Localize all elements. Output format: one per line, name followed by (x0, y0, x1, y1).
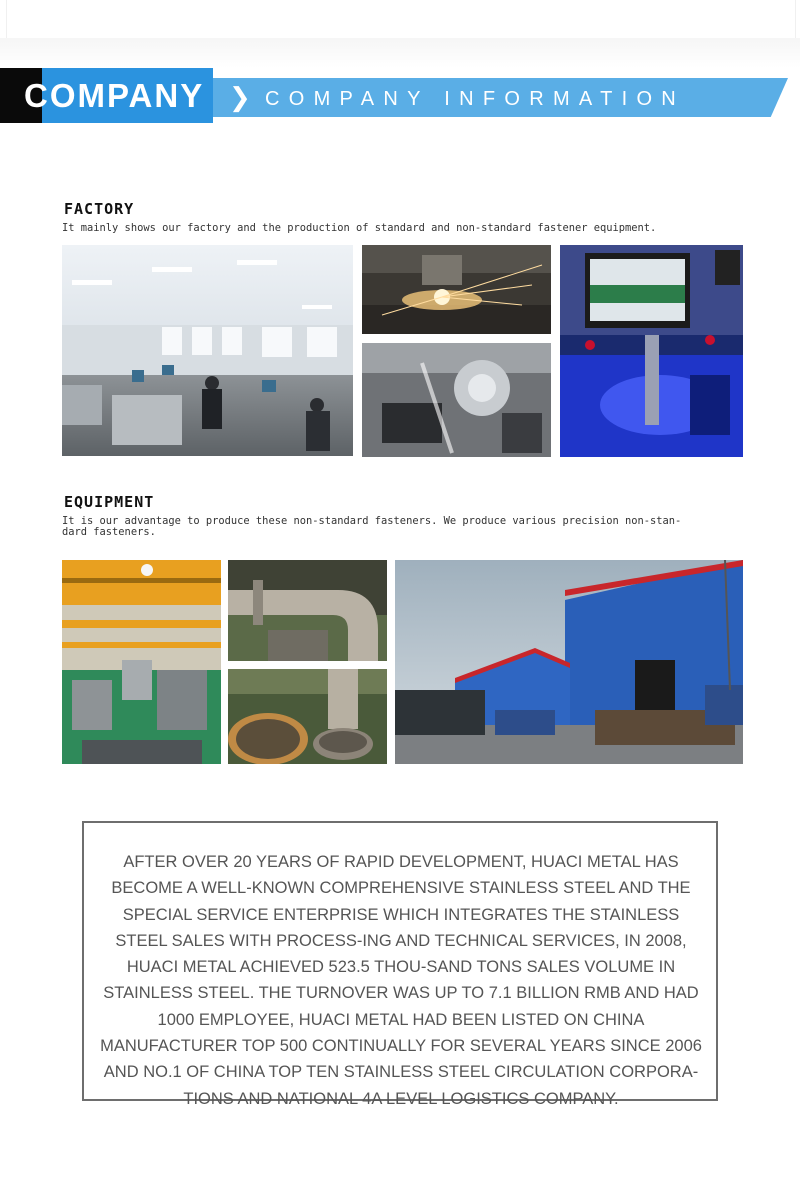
equipment-description-line2: dard fasteners. (62, 526, 156, 538)
equipment-title: EQUIPMENT (64, 493, 155, 511)
chevron-right-icon: ❯ (229, 83, 251, 113)
factory-title: FACTORY (64, 200, 135, 218)
bucket-fasteners-photo (228, 669, 387, 764)
about-text: AFTER OVER 20 YEARS OF RAPID DEVELOPMENT, HUACI METAL HAS BECOME A WELL-KNOWN COMPREHENSIVE STAINLESS STEEL AND THE SPECIAL SERVICE ENTERPRISE WHICH INTEGRATES THE STAINLESS STEEL SALES WITH PROCESS-ING AND TECHNICAL SERVICES, IN 2008, HUACI METAL ACHIEVED 523.5 THOU-SAND TONS SALES VOLUME IN STAINLESS STEEL. THE TURNOVER WAS UP TO 7.1 BILLION RMB AND HAD 1000 EMPLOYEE, HUACI METAL HAD BEEN LISTED ON CHINA MANUFACTURER TOP 500 CONTINUALLY FOR SEVERAL YEARS SINCE 2006 AND NO.1 OF CHINA TOP TEN STAINLESS STEEL CIRCULATION CORPORA-TIONS AND NATIONAL 4A LEVEL LOGISTICS COMPANY. (100, 853, 702, 1108)
top-band (0, 0, 800, 70)
about-text-box (82, 821, 718, 1108)
equipment-description (62, 516, 734, 538)
factory-office-photo (62, 245, 353, 456)
top-band-strip (0, 38, 800, 68)
cnc-lathe-photo (362, 343, 551, 457)
header-title: COMPANY (24, 77, 205, 114)
header-subtitle: COMPANY INFORMATION (265, 88, 686, 110)
laser-cutting-photo (362, 245, 551, 334)
factory-exterior-photo (395, 560, 743, 764)
equipment-description-line1: It is our advantage to produce these non-standard fasteners. We produce various precision non-stan- (62, 515, 682, 527)
factory-description: It mainly shows our factory and the production of standard and non-standard fastener equipment. (62, 222, 657, 234)
feeder-pipe-photo (228, 560, 387, 661)
optical-inspection-photo (560, 245, 743, 457)
top-band-inner (6, 0, 796, 38)
workshop-hall-photo (62, 560, 221, 764)
